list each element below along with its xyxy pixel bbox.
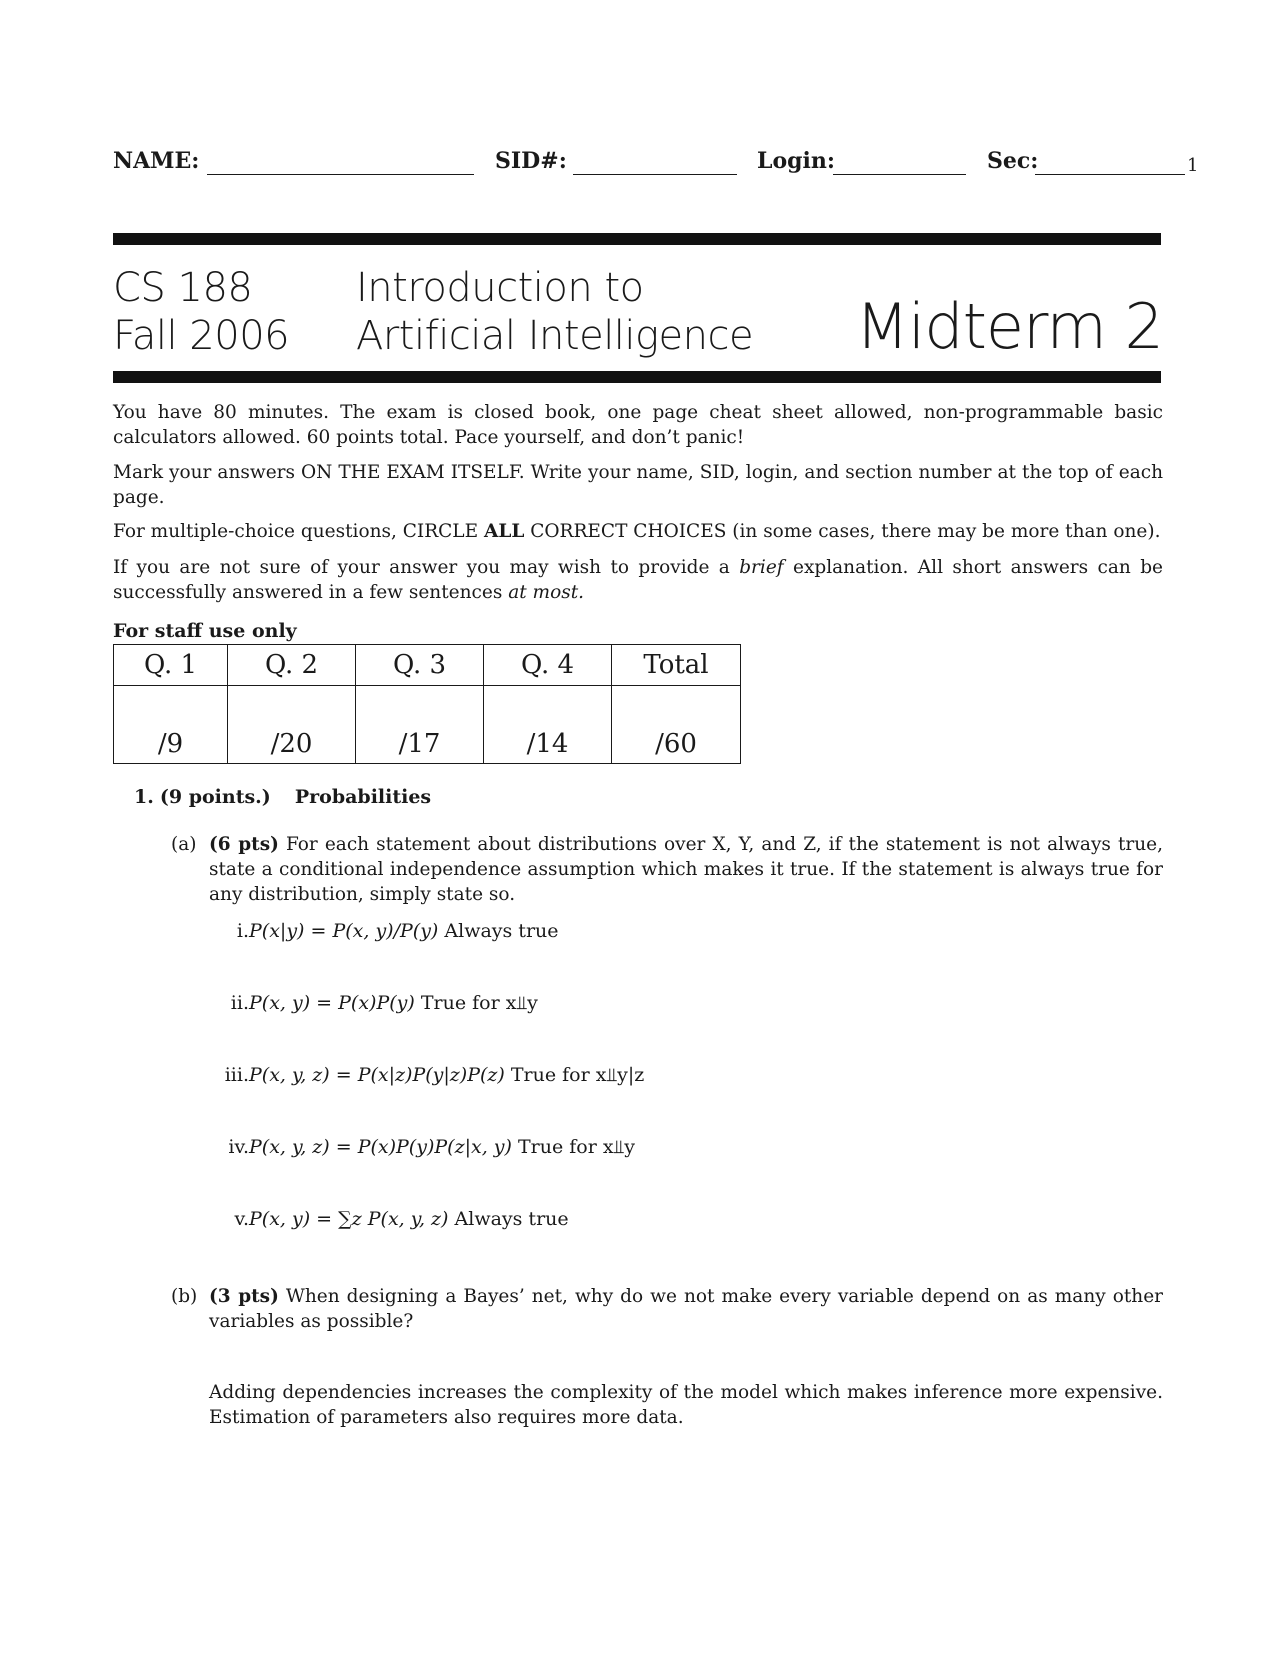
- part-b-answer: Adding dependencies increases the complexity of the model which makes inference more expensive. Estimation of parameters also requires more data.: [209, 1382, 1163, 1428]
- sec-field[interactable]: [1035, 150, 1185, 175]
- part-b-label: (b): [171, 1286, 198, 1307]
- table-header-q4: Q. 4: [484, 645, 612, 686]
- subject-line-2: Artificial Intelligence: [356, 313, 754, 359]
- course-term: Fall 2006: [113, 313, 290, 359]
- statement-iv: P(x, y, z) = P(x)P(y)P(z|x, y) True for x⫫y: [249, 1136, 635, 1158]
- score-cell-q4[interactable]: /14: [484, 686, 612, 764]
- question-1-number: 1.: [134, 786, 154, 808]
- page-number: 1: [1187, 155, 1199, 176]
- instructions-paragraph-3: For multiple-choice questions, CIRCLE ALL CORRECT CHOICES (in some cases, there may be more than one).: [113, 521, 1161, 542]
- table-header-q2: Q. 2: [228, 645, 356, 686]
- question-1-title: Probabilities: [294, 786, 432, 808]
- statement-ii: P(x, y) = P(x)P(y) True for x⫫y: [249, 992, 538, 1014]
- score-cell-q3[interactable]: /17: [356, 686, 484, 764]
- table-header-q3: Q. 3: [356, 645, 484, 686]
- statement-iii-number: iii.: [224, 1064, 249, 1086]
- sid-field[interactable]: [573, 150, 737, 175]
- instructions-paragraph-1: You have 80 minutes. The exam is closed book, one page cheat sheet allowed, non-programmable basic calculators allowed. 60 points total. Pace yourself, and don’t panic!: [113, 402, 1163, 448]
- part-b-text: (3 pts) When designing a Bayes’ net, why do we not make every variable depend on as many other variables as possible?: [209, 1286, 1163, 1332]
- score-cell-q1[interactable]: /9: [114, 686, 228, 764]
- statement-ii-number: ii.: [230, 992, 249, 1014]
- name-label: NAME:: [113, 148, 200, 174]
- sid-label: SID#:: [495, 148, 567, 174]
- title-bottom-rule: [113, 371, 1161, 383]
- subject-line-1: Introduction to: [356, 265, 644, 311]
- instructions-paragraph-2: Mark your answers ON THE EXAM ITSELF. Write your name, SID, login, and section number at the top of each page.: [113, 462, 1163, 508]
- question-1-points: (9 points.): [159, 786, 271, 808]
- statement-i: P(x|y) = P(x, y)/P(y) Always true: [249, 920, 559, 942]
- part-a-label: (a): [171, 834, 197, 855]
- score-cell-total[interactable]: /60: [612, 686, 741, 764]
- statement-iii: P(x, y, z) = P(x|z)P(y|z)P(z) True for x⫫y|z: [249, 1064, 645, 1086]
- instructions-paragraph-4: If you are not sure of your answer you may wish to provide a brief explanation. All short answers can be successfully answered in a few sentences at most.: [113, 557, 1164, 603]
- login-label: Login:: [757, 148, 835, 174]
- score-cell-q2[interactable]: /20: [228, 686, 356, 764]
- course-number: CS 188: [113, 265, 253, 311]
- login-field[interactable]: [833, 150, 966, 175]
- title-top-rule: [113, 233, 1161, 245]
- staff-score-table: [113, 644, 741, 764]
- name-field[interactable]: [207, 150, 474, 175]
- statement-v-number: v.: [234, 1208, 249, 1230]
- exam-title: Midterm 2: [855, 290, 1163, 363]
- table-header-q1: Q. 1: [114, 645, 228, 686]
- statement-iv-number: iv.: [228, 1136, 249, 1158]
- statement-v: P(x, y) = ∑z P(x, y, z) Always true: [249, 1208, 569, 1230]
- sec-label: Sec:: [987, 148, 1039, 174]
- table-header-total: Total: [612, 645, 741, 686]
- staff-table-caption: For staff use only: [113, 620, 297, 642]
- statement-i-number: i.: [236, 920, 249, 942]
- question-1-heading: [134, 786, 431, 808]
- part-a-text: (6 pts) For each statement about distributions over X, Y, and Z, if the statement is not always true, state a conditional independence assumption which makes it true. If the statement is always true for any distribution, simply state so.: [209, 834, 1163, 905]
